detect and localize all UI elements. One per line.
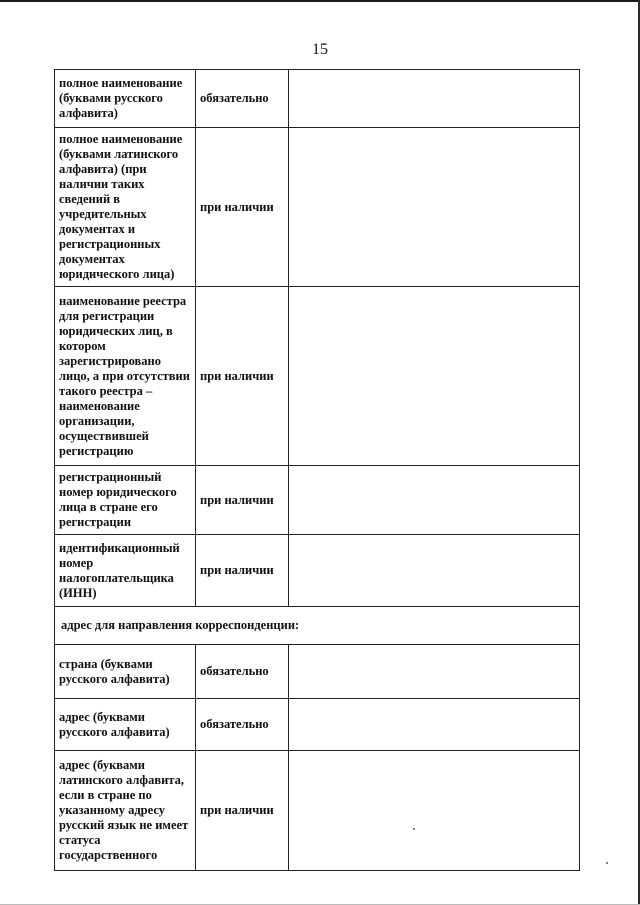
table-row bbox=[55, 699, 580, 751]
value-cell[interactable] bbox=[289, 287, 580, 466]
table-row bbox=[55, 645, 580, 699]
value-cell[interactable] bbox=[289, 70, 580, 128]
requirement-cell bbox=[196, 699, 289, 751]
table-row bbox=[55, 466, 580, 535]
requirement-text: при наличии bbox=[200, 492, 274, 507]
value-cell[interactable] bbox=[289, 699, 580, 751]
requirement-text: при наличии bbox=[200, 368, 274, 383]
field-name-cell bbox=[55, 466, 196, 535]
requirement-text: обязательно bbox=[200, 717, 269, 731]
field-name: регистрационный номер юридического лица в стране его регистрации bbox=[59, 470, 177, 529]
requirement-text: обязательно bbox=[200, 664, 269, 678]
registration-form-table bbox=[54, 69, 580, 871]
scan-edge-top bbox=[0, 0, 640, 2]
field-name: страна (буквами русского алфавита) bbox=[59, 656, 170, 686]
field-name-cell bbox=[55, 751, 196, 871]
value-cell[interactable] bbox=[289, 751, 580, 871]
scan-speck bbox=[413, 828, 415, 830]
value-cell[interactable] bbox=[289, 645, 580, 699]
requirement-text: обязательно bbox=[200, 91, 269, 105]
field-name: полное наименование (буквами русского алфавита) bbox=[59, 76, 183, 120]
table-row bbox=[55, 70, 580, 128]
requirement-cell bbox=[196, 751, 289, 871]
field-name: идентификационный номер налогоплательщика (ИНН) bbox=[59, 540, 180, 600]
page-number: 15 bbox=[312, 41, 328, 58]
table-row bbox=[55, 128, 580, 287]
field-name-cell bbox=[55, 287, 196, 466]
field-name-cell bbox=[55, 535, 196, 607]
section-header-cell bbox=[55, 607, 580, 645]
field-name: адрес (буквами русского алфавита) bbox=[59, 709, 170, 739]
table-row bbox=[55, 287, 580, 466]
requirement-cell bbox=[196, 128, 289, 287]
field-name-cell bbox=[55, 645, 196, 699]
field-name-cell bbox=[55, 70, 196, 128]
field-name: наименование реестра для регистрации юридических лиц, в котором зарегистрировано лицо, а при отсутствии такого реестра – наименование организации, осуществившей регистрацию bbox=[59, 293, 190, 458]
table-row bbox=[55, 751, 580, 871]
table-row bbox=[55, 535, 580, 607]
requirement-cell bbox=[196, 70, 289, 128]
requirement-text: при наличии bbox=[200, 563, 274, 577]
value-cell[interactable] bbox=[289, 466, 580, 535]
field-name: полное наименование (буквами латинского алфавита) (при наличии таких сведений в учредительных документах и регистрационных документах юридического лица) bbox=[59, 132, 183, 281]
requirement-cell bbox=[196, 535, 289, 607]
requirement-text: при наличии bbox=[200, 803, 274, 817]
requirement-text: при наличии bbox=[200, 199, 274, 214]
value-cell[interactable] bbox=[289, 128, 580, 287]
field-name: адрес (буквами латинского алфавита, если в стране по указанному адресу русский язык не имеет статуса государственного bbox=[59, 758, 189, 862]
field-name-cell bbox=[55, 699, 196, 751]
value-cell[interactable] bbox=[289, 535, 580, 607]
requirement-cell bbox=[196, 645, 289, 699]
section-header-row bbox=[55, 607, 580, 645]
section-header: адрес для направления корреспонденции: bbox=[61, 618, 300, 632]
scan-speck bbox=[606, 862, 608, 864]
requirement-cell bbox=[196, 466, 289, 535]
field-name-cell bbox=[55, 128, 196, 287]
requirement-cell bbox=[196, 287, 289, 466]
